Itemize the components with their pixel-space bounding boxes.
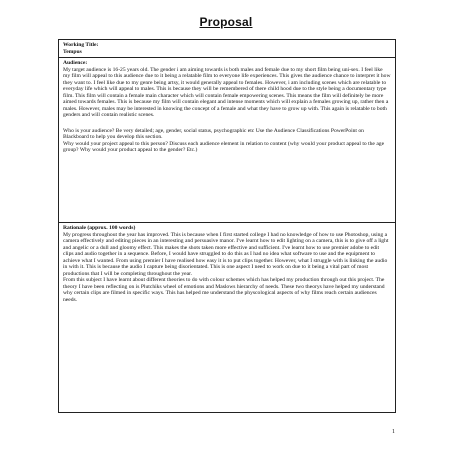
rationale-row [59,223,396,413]
audience-cell [59,58,396,223]
rationale-heading: Rationale (approx. 100 words) [63,225,136,231]
audience-prompt-who: Who is your audience? Be very detailed; age, gender, social status, psychographic etc Use the Audience Classifications PowerPoint on Blackboard to help you develop this section. [63,127,364,140]
working-title-row [59,40,396,58]
audience-heading: Audience: [63,60,88,66]
audience-row [59,58,396,223]
page-number: 1 [392,429,395,435]
rationale-paragraph-progress: My progress throughout the year has improved. This is because when I first started college I had no knowledge of how to use Photoshop, using a camera effectively and editing pieces in an interesting and persuasive manor. I've learnt how to edit lighting on a camera, this is to give off a light and angelic or a dull and gloomy effect. This makes the shots taken more effective and sufficient. I've learnt how to use premier adobe to edit clips and audio together in a sequence. Before, I would have struggled to do this as I had no idea what software to use and the equipment to achieve what I wanted. From using premier I have realised how easy it is to put clips together. However, what I struggle with is linking the audio in with it. This is because the audio I capture being disorientated. This is one aspect I need to work on due to it being a vital part of most productions that I will be completing throughout the year. [63,231,389,277]
rationale-paragraph-theories: From this subject I have learnt about different theories to do with colour schemes which has helped my production through out this project. The theory I have been reflecting on is Plutchiks wheel of emotions and Maslows hierarchy of needs. These two theorys have helped my understand why certain clips are filmed in specific ways. This has helped me understand the physcological aspects of why films reach certain audiences needs. [63,277,385,303]
working-title-cell [59,40,396,58]
rationale-cell [59,223,396,413]
page-title: Proposal [199,15,253,29]
working-title-value: Tempus [63,48,82,55]
proposal-form-table [58,39,396,413]
audience-paragraph: My target audience is 16-25 years old. The gender i am aiming towards is both males and female due to my short film being uni-sex. I feel like my film will appeal to this audience due to it being a relatable film to everyone life experiences. This gives the audience chance to interpret it how they want to. I feel like due to my genre being artsy, it would generally appeal to females. However, i am including scenes which are relatable to everyday life which will appeal to males. This is because they will be remembered of there child hood due to the style being a documentary type film. This film will contain a female main character which will contain female empowering scenes. This means the film will definitely be more aimed towards females. This is because my film will contain elegant and intense moments which will explain a females growing up, rather then a males. However, males may be interested in knowing the concept of a female and what they have to grow up with. This again is relatable to both genders and will contain realistic scenes. [63,66,391,118]
audience-prompt-why: Why would your project appeal to this person? Discuss each audience element in relation to content (why would your product appeal to the age group? Why would your product appeal to the gender? Etc.) [63,140,385,153]
working-title-heading: Working Title: [63,42,99,48]
